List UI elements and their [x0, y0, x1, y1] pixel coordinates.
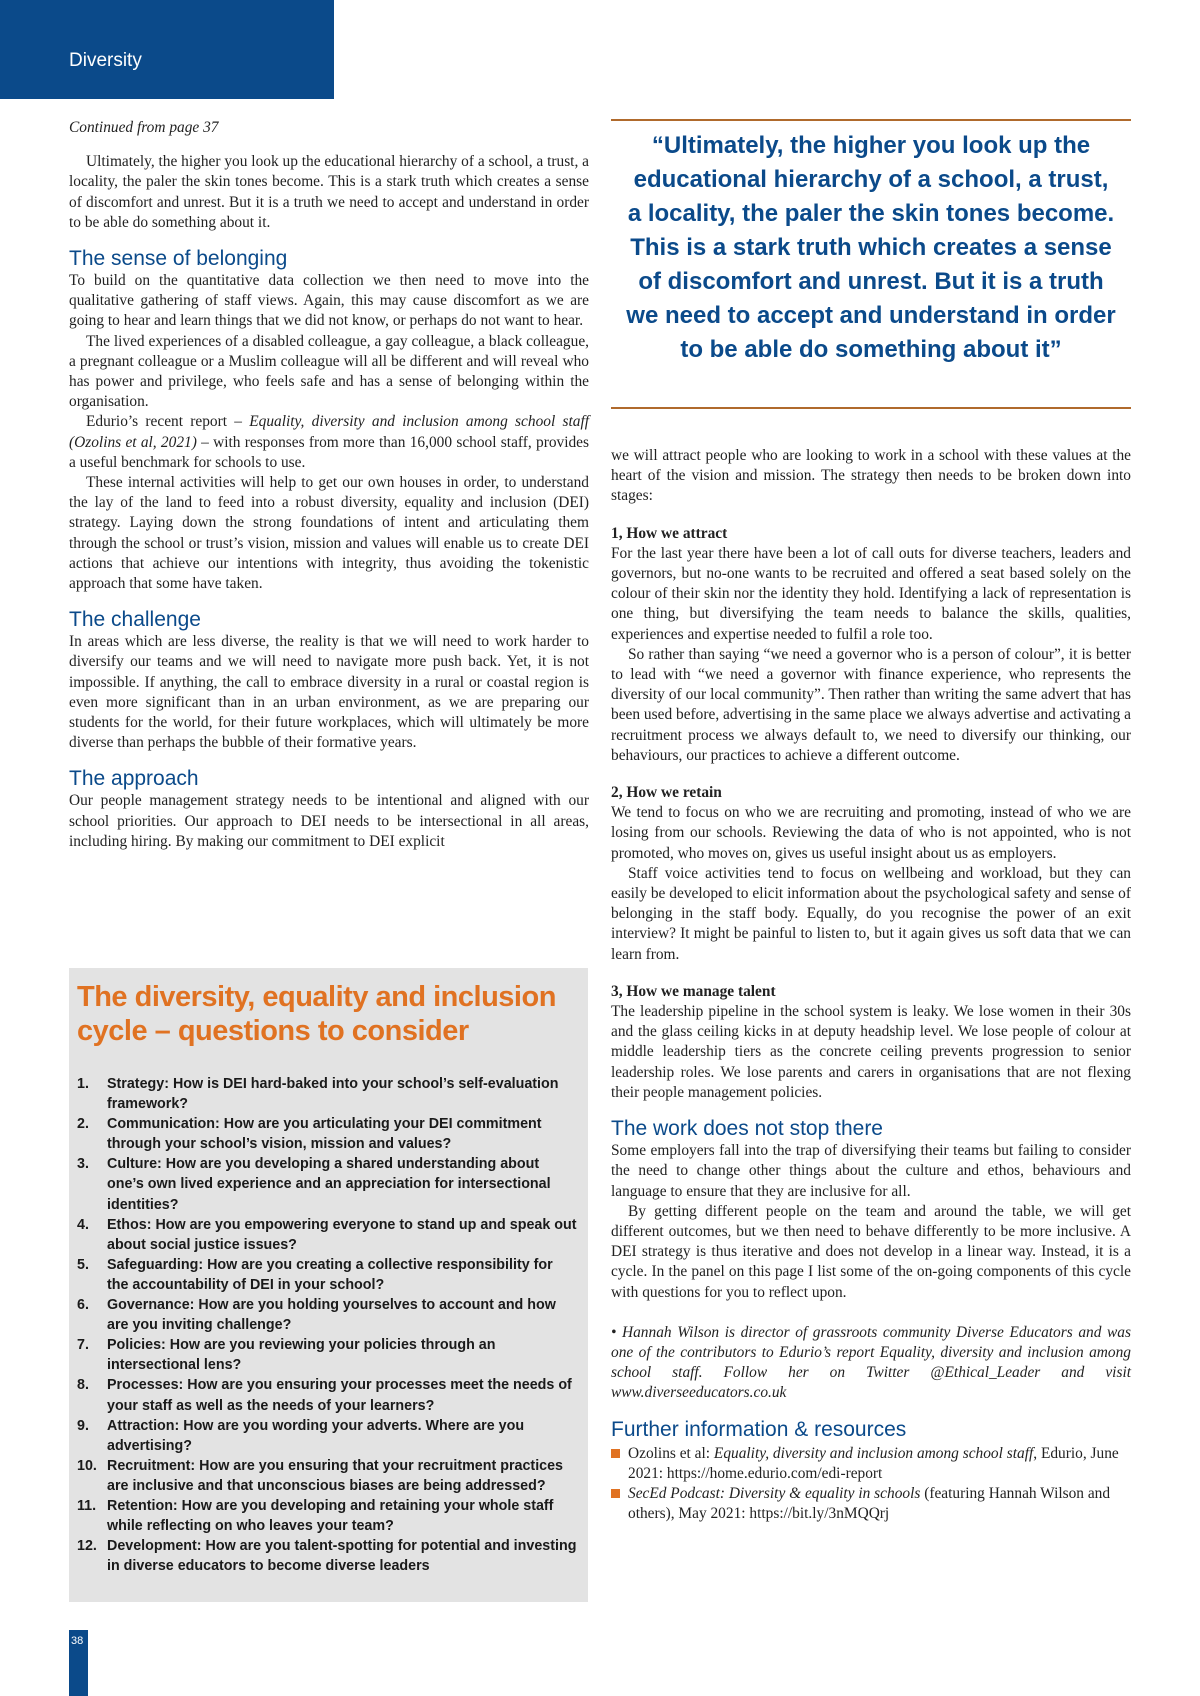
question-number: 4. — [77, 1216, 89, 1233]
page-number-strip — [69, 1630, 88, 1696]
question-number: 3. — [77, 1156, 89, 1173]
attract-paragraph-1: For the last year there have been a lot of call outs for diverse teachers, leaders and governors, but no-one wants to be recruited and offered a seat based solely on the colour of their skin nor the identity they hold. Identifying a lack of representation is one thing, but diversifying the team needs to balance the skills, qualities, experiences and expertise needed to fulfil a role too. — [611, 544, 1131, 643]
question-number: 12. — [77, 1538, 97, 1555]
question-text: Governance: How are you holding yourselves to account and how are you inviting challenge? — [107, 1297, 556, 1334]
question-item — [77, 1114, 578, 1154]
question-number: 1. — [77, 1076, 89, 1092]
question-number: 5. — [77, 1256, 89, 1273]
question-text: Safeguarding: How are you creating a collective responsibility for the accountability of DEI in your school? — [107, 1256, 553, 1293]
question-text: Communication: How are you articulating your DEI commitment through your school’s vision, mission and values? — [107, 1116, 542, 1153]
question-item — [77, 1074, 578, 1114]
question-item — [77, 1456, 578, 1496]
work-paragraph-2: By getting different people on the team and around the table, we will get different outcomes, but we then need to behave differently to be more inclusive. A DEI strategy is thus iterative and does not develop in a linear way. Instead, it is a cycle. In the panel on this page I list some of the on-going components of this cycle with questions for you to reflect upon. — [611, 1202, 1131, 1301]
retain-paragraph-2: Staff voice activities tend to focus on wellbeing and workload, but they can easily be developed to elicit information about the psychological safety and sense of belonging in the staff body. Equally, do you recognise the power of an exit interview? It might be painful to listen to, but it again gives us soft data that we can learn from. — [611, 864, 1131, 963]
heading-the-approach: The approach — [69, 767, 199, 791]
question-item — [77, 1295, 578, 1335]
belonging-paragraph-3: Edurio’s recent report – Equality, diversity and inclusion among school staff (Ozolins et al, 2021) – with responses from more than 16,000 school staff, provides a useful benchmark for schools to use. — [69, 413, 589, 471]
section-tab — [0, 0, 334, 99]
question-number: 10. — [77, 1457, 97, 1474]
heading-the-challenge: The challenge — [69, 608, 201, 632]
right-column — [611, 446, 1131, 1524]
work-paragraph-1: Some employers fall into the trap of diversifying their teams but failing to consider the need to change other things about the culture and ethos, behaviours and language to ensure that they are inclusive for all. — [611, 1142, 1131, 1200]
heading-how-we-attract: 1, How we attract — [611, 524, 728, 542]
attract-paragraph-2: So rather than saying “we need a governor who is a person of colour”, it is better to lead with “we need a governor with finance experience, who represents the diversity of our local community”. Then rather than writing the same advert that has been used before, advertising in the same place we always advertise and activating a recruitment process we always default to, we need to diversify our thinking, our behaviours, our practices to achieve a different outcome. — [611, 645, 1131, 764]
questions-list — [77, 1074, 578, 1576]
question-number: 7. — [77, 1337, 89, 1354]
questions-panel — [69, 968, 588, 1602]
question-text: Strategy: How is DEI hard-baked into your school’s self-evaluation framework? — [107, 1076, 559, 1113]
question-item — [77, 1496, 578, 1536]
panel-title: The diversity, equality and inclusion cycle – questions to consider — [77, 981, 556, 1047]
belonging-paragraph-1: To build on the quantitative data collection we then need to move into the qualitative gathering of staff views. Again, this may cause discomfort as we are going to hear and learn things that we did not know, or perhaps do not want to hear. — [69, 272, 589, 330]
question-number: 11. — [77, 1497, 97, 1514]
resource-item: Ozolins et al: Equality, diversity and inclusion among school staff, Edurio, June 2021: https://home.edurio.com/edi-report — [611, 1444, 1131, 1484]
intro-paragraph: Ultimately, the higher you look up the educational hierarchy of a school, a trust, a locality, the paler the skin tones become. This is a stark truth which creates a sense of discomfort and unrest. But it is a truth we need to accept and understand in order to be able do something about it. — [69, 153, 589, 231]
question-item — [77, 1335, 578, 1375]
pull-quote-text: “Ultimately, the higher you look up the educational hierarchy of a school, a trust, a locality, the paler the skin tones become. This is a stark truth which creates a sense of discomfort and unrest. But it is a truth we need to accept and understand in order to be able do something about it” — [626, 132, 1116, 363]
question-number: 2. — [77, 1116, 89, 1133]
question-item — [77, 1255, 578, 1295]
question-text: Policies: How are you reviewing your policies through an intersectional lens? — [107, 1337, 496, 1374]
question-item — [77, 1375, 578, 1415]
retain-paragraph-1: We tend to focus on who we are recruiting and promoting, instead of who we are losing from our schools. Reviewing the data of who is not appointed, who is not promoted, who moves on, gives us useful insight about us as employers. — [611, 804, 1131, 862]
question-number: 8. — [77, 1377, 89, 1394]
question-item — [77, 1215, 578, 1255]
question-number: 9. — [77, 1417, 89, 1434]
question-text: Ethos: How are you empowering everyone to stand up and speak out about social justice issues? — [107, 1216, 577, 1253]
resources-list — [611, 1444, 1131, 1525]
question-text: Retention: How are you developing and retaining your whole staff while reflecting on who leaves your team? — [107, 1497, 554, 1535]
resource-item: SecEd Podcast: Diversity & equality in schools (featuring Hannah Wilson and others), May 2021: https://bit.ly/3nMQQrj — [611, 1484, 1131, 1524]
square-bullet-icon — [611, 1449, 620, 1458]
continuation-paragraph: we will attract people who are looking to work in a school with these values at the heart of the vision and mission. The strategy then needs to be broken down into stages: — [611, 447, 1131, 505]
heading-work-does-not-stop: The work does not stop there — [611, 1117, 883, 1141]
continued-note: Continued from page 37 — [69, 119, 219, 136]
talent-paragraph: The leadership pipeline in the school system is leaky. We lose women in their 30s and the glass ceiling kicks in at deputy headship level. We lose people of colour at middle leadership tiers as the concrete ceiling prevents progression to senior leadership roles. We lose parents and carers in organisations that are not flexing their people management policies. — [611, 1003, 1131, 1101]
question-item — [77, 1536, 578, 1576]
approach-paragraph: Our people management strategy needs to be intentional and aligned with our school priorities. Our approach to DEI needs to be intersectional in all areas, including hiring. By making our commitment to DEI explicit — [69, 792, 589, 850]
heading-sense-of-belonging: The sense of belonging — [69, 247, 288, 271]
question-item — [77, 1416, 578, 1456]
question-item — [77, 1154, 578, 1214]
belonging-paragraph-4: These internal activities will help to get our own houses in order, to understand the lay of the land to feed into a robust diversity, equality and inclusion (DEI) strategy. Laying down the strong foundations of intent and articulating them through the school or trust’s vision, mission and values will enable us to create DEI actions that achieve our intentions with integrity, thus avoiding the tokenistic approach that some have taken. — [69, 474, 589, 593]
question-text: Recruitment: How are you ensuring that your recruitment practices are inclusive and that unconscious biases are being addressed? — [107, 1457, 564, 1494]
question-text: Development: How are you talent-spotting for potential and investing in diverse educators to become diverse leaders — [107, 1538, 577, 1575]
author-byline: • Hannah Wilson is director of grassroots community Diverse Educators and was one of the contributors to Edurio’s report Equality, diversity and inclusion among school staff. Follow her on Twitter @Ethical_Leader and visit www.diverseeducators.co.uk — [611, 1323, 1131, 1402]
section-label: Diversity — [69, 50, 142, 71]
question-text: Culture: How are you developing a shared understanding about one’s own lived experience and an appreciation for intersectional identities? — [107, 1156, 551, 1213]
heading-further-information: Further information & resources — [611, 1417, 907, 1441]
report-title: Equality, diversity and inclusion among school staff (Ozolins et al, 2021) — [69, 413, 589, 451]
belonging-paragraph-2: The lived experiences of a disabled colleague, a gay colleague, a black colleague, a pregnant colleague or a Muslim colleague will all be different and will reveal who has power and privilege, who feels safe and has a sense of belonging within the organisation. — [69, 332, 589, 411]
heading-how-we-retain: 2, How we retain — [611, 784, 722, 802]
pull-quote — [611, 119, 1131, 409]
question-text: Processes: How are you ensuring your processes meet the needs of your staff as well as the needs of your learners? — [107, 1377, 572, 1414]
square-bullet-icon — [611, 1489, 620, 1498]
heading-manage-talent: 3, How we manage talent — [611, 982, 776, 1000]
left-column — [69, 118, 589, 852]
question-number: 6. — [77, 1297, 89, 1314]
page-number: 38 — [71, 1635, 84, 1647]
question-text: Attraction: How are you wording your adverts. Where are you advertising? — [107, 1417, 525, 1454]
challenge-paragraph: In areas which are less diverse, the reality is that we will need to work harder to diversify our teams and we will need to navigate more push back. Yet, it is not impossible. If anything, the call to embrace diversity in a rural or coastal region is even more significant than in an urban environment, as we are preparing our students for the world, for their future workplaces, which will ultimately be more diverse than perhaps the bubble of their formative years. — [69, 633, 589, 752]
